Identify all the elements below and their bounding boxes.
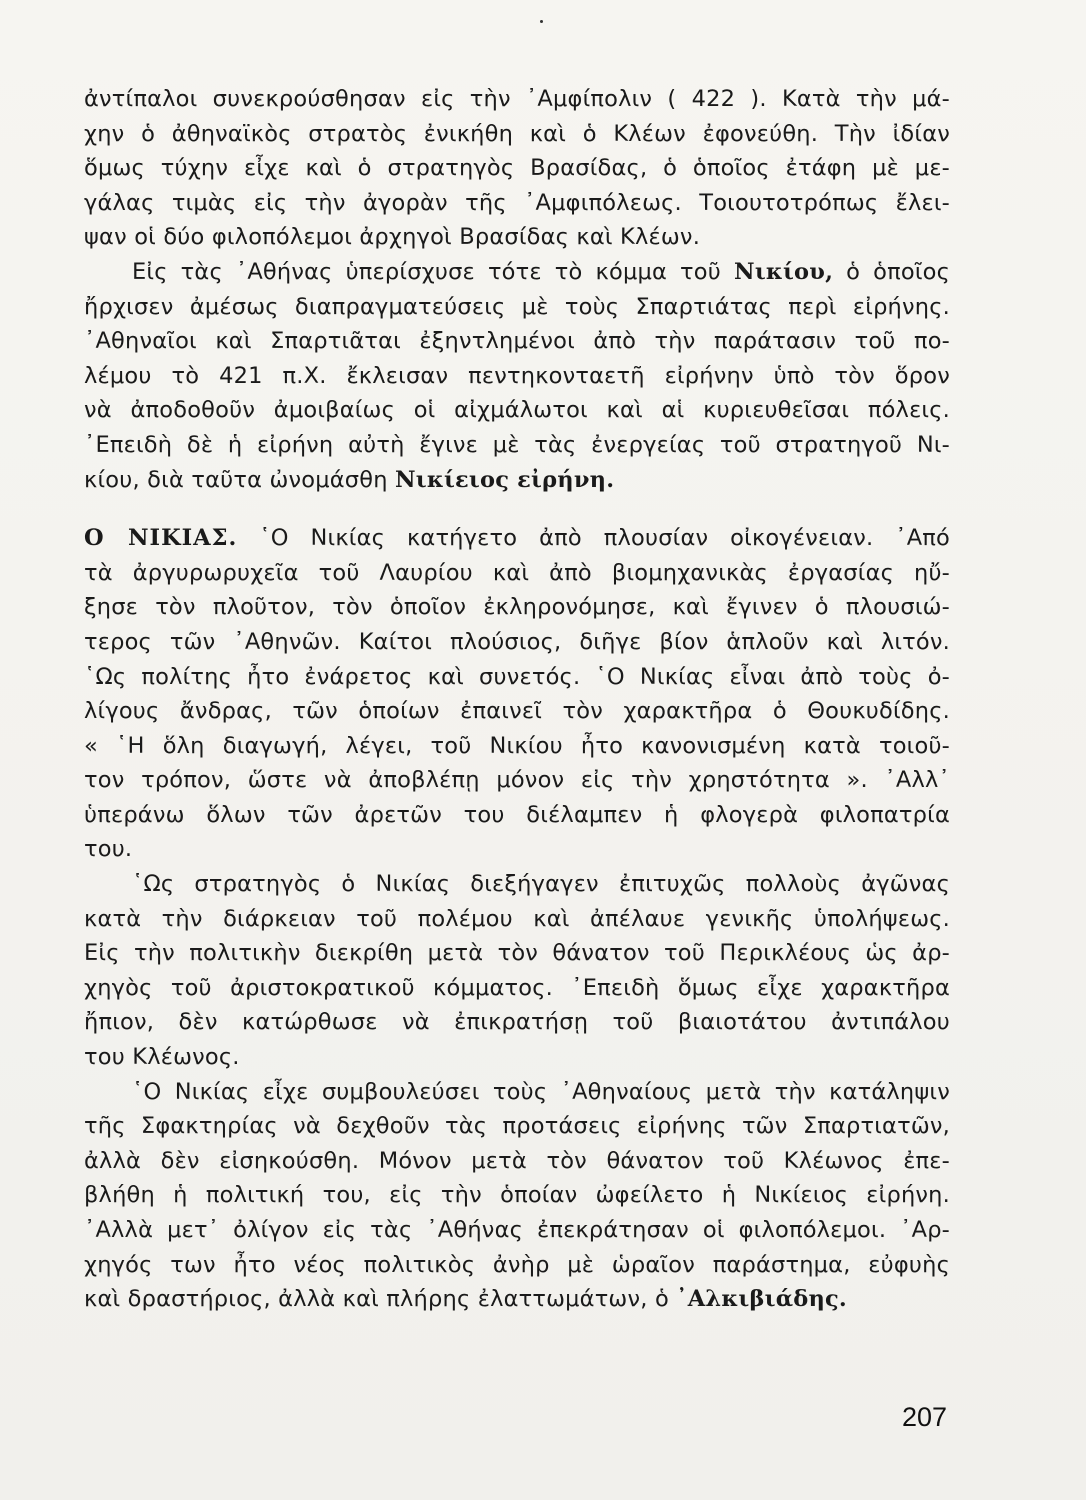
text-line: τὰ ἀργυρωρυχεῖα τοῦ Λαυρίου καὶ ἀπὸ βιομηχανικὰς ἐργασίας ηὔ- <box>84 559 950 586</box>
text-line: χηγὸς τοῦ ἀριστοκρατικοῦ κόμματος. ᾿Επειδὴ ὅμως εἶχε χαρακτῆρα <box>84 974 950 1001</box>
text-line: ἤρχισεν ἀμέσως διαπραγματεύσεις μὲ τοὺς Σπαρτιάτας περὶ εἰρήνης. <box>84 293 950 320</box>
section-heading: Ο ΝΙΚΙΑΣ. <box>84 525 238 552</box>
text-line: ᾿Αθηναῖοι καὶ Σπαρτιᾶται ἐξηντλημένοι ἀπὸ τὴν παράτασιν τοῦ πο- <box>84 328 950 355</box>
text-line: λίγους ἄνδρας, τῶν ὁποίων ἐπαινεῖ τὸν χαρακτῆρα ὁ Θουκυδίδης. <box>84 698 950 725</box>
text-line: ᾿Αλλὰ μετ᾿ ὀλίγον εἰς τὰς ᾿Αθήνας ἐπεκράτησαν οἱ φιλοπόλεμοι. ᾿Αρ- <box>84 1217 950 1243</box>
text-line: ὑπεράνω ὅλων τῶν ἀρετῶν του διέλαμπεν ἡ φλογερὰ φιλοπατρία <box>84 801 950 828</box>
text-line: λέμου τὸ 421 π.Χ. ἔκλεισαν πεντηκονταετῆ εἰρήνην ὑπὸ τὸν ὅρον <box>84 362 950 389</box>
text-line: κατὰ τὴν διάρκειαν τοῦ πολέμου καὶ ἀπέλαυε γενικῆς ὑπολήψεως. <box>84 905 950 932</box>
bold-term: Νικίειος εἰρήνη. <box>395 466 615 493</box>
text-line: ξησε τὸν πλοῦτον, τὸν ὁποῖον ἐκληρονόμησε, καὶ ἔγινεν ὁ πλουσιώ- <box>84 594 950 621</box>
text-line: τῆς Σφακτηρίας νὰ δεχθοῦν τὰς προτάσεις εἰρήνης τῶν Σπαρτιατῶν, <box>84 1113 950 1140</box>
text-line: του. <box>84 836 133 863</box>
body-text <box>84 82 950 1317</box>
text-line: « ῾Η ὅλη διαγωγή, λέγει, τοῦ Νικίου ἦτο κανονισμένη κατὰ τοιοῦ- <box>84 732 950 759</box>
text-line: ψαν οἱ δύο φιλοπόλεμοι ἀρχηγοὶ Βρασίδας καὶ Κλέων. <box>84 224 701 251</box>
text-line <box>84 255 950 290</box>
text-line: ἤπιον, δὲν κατώρθωσε νὰ ἐπικρατήσῃ τοῦ βιαιοτάτου ἀντιπάλου <box>84 1009 950 1036</box>
text-line: ῾Ως στρατηγὸς ὁ Νικίας διεξήγαγεν ἐπιτυχῶς πολλοὺς ἀγῶνας <box>132 871 950 898</box>
page-number: 207 <box>902 1402 948 1432</box>
text-line: ῾Ως πολίτης ἦτο ἐνάρετος καὶ συνετός. ῾Ο Νικίας εἶναι ἀπὸ τοὺς ὀ- <box>84 663 950 690</box>
text-line: χην ὁ ἀθηναϊκὸς στρατὸς ἐνικήθη καὶ ὁ Κλέων ἐφονεύθη. Τὴν ἰδίαν <box>84 120 950 147</box>
text-line <box>84 521 950 556</box>
text-span: ὁ ὁποῖος <box>846 258 951 285</box>
text-line: ἀντίπαλοι συνεκρούσθησαν εἰς τὴν ᾿Αμφίπολιν ( 422 ). Κατὰ τὴν μά- <box>84 86 950 112</box>
text-line: βλήθη ἡ πολιτική του, εἰς τὴν ὁποίαν ὠφείλετο ἡ Νικίειος εἰρήνη. <box>84 1182 950 1209</box>
text-line: ᾿Επειδὴ δὲ ἡ εἰρήνη αὐτὴ ἔγινε μὲ τὰς ἐνεργείας τοῦ στρατηγοῦ Νι- <box>84 431 950 458</box>
text-line: ἀλλὰ δὲν εἰσηκούσθη. Μόνον μετὰ τὸν θάνατον τοῦ Κλέωνος ἐπε- <box>84 1147 950 1174</box>
text-line: ῾Ο Νικίας εἶχε συμβουλεύσει τοὺς ᾿Αθηναίους μετὰ τὴν κατάληψιν <box>132 1078 950 1105</box>
text-line: ὅμως τύχην εἶχε καὶ ὁ στρατηγὸς Βρασίδας, ὁ ὁποῖος ἐτάφη μὲ με- <box>84 155 950 182</box>
text-line: νὰ ἀποδοθοῦν ἀμοιβαίως οἱ αἰχμάλωτοι καὶ αἱ κυριευθεῖσαι πόλεις. <box>84 397 950 424</box>
text-line: γάλας τιμὰς εἰς τὴν ἀγορὰν τῆς ᾿Αμφιπόλεως. Τοιουτοτρόπως ἔλει- <box>84 189 950 216</box>
text-span: κίου, διὰ ταῦτα ὠνομάσθη <box>84 466 388 493</box>
text-line <box>84 463 950 498</box>
text-line: του Κλέωνος. <box>84 1044 240 1071</box>
text-line: τερος τῶν ᾿Αθηνῶν. Καίτοι πλούσιος, διῆγε βίον ἁπλοῦν καὶ λιτόν. <box>84 628 950 655</box>
printing-speck <box>540 20 543 23</box>
text-span: καὶ δραστήριος, ἀλλὰ καὶ πλήρης ἐλαττωμάτων, ὁ <box>84 1286 669 1313</box>
paragraph-gap <box>84 497 950 521</box>
text-span: ῾Ο Νικίας κατήγετο ἀπὸ πλουσίαν οἰκογένειαν. ᾿Από <box>259 525 950 552</box>
text-span: Εἰς τὰς ᾿Αθήνας ὑπερίσχυσε τότε τὸ κόμμα τοῦ <box>132 258 721 285</box>
bold-name: ᾿Αλκιβιάδης. <box>676 1286 847 1313</box>
text-line <box>84 1282 950 1317</box>
text-line: χηγός των ἦτο νέος πολιτικὸς ἀνὴρ μὲ ὡραῖον παράστημα, εὐφυὴς <box>84 1251 950 1278</box>
text-line: Εἰς τὴν πολιτικὴν διεκρίθη μετὰ τὸν θάνατον τοῦ Περικλέους ὡς ἀρ- <box>84 940 950 967</box>
text-line: τον τρόπον, ὥστε νὰ ἀποβλέπῃ μόνον εἰς τὴν χρηστότητα ». ᾿Αλλ᾿ <box>84 767 950 794</box>
bold-name: Νικίου, <box>734 258 834 285</box>
